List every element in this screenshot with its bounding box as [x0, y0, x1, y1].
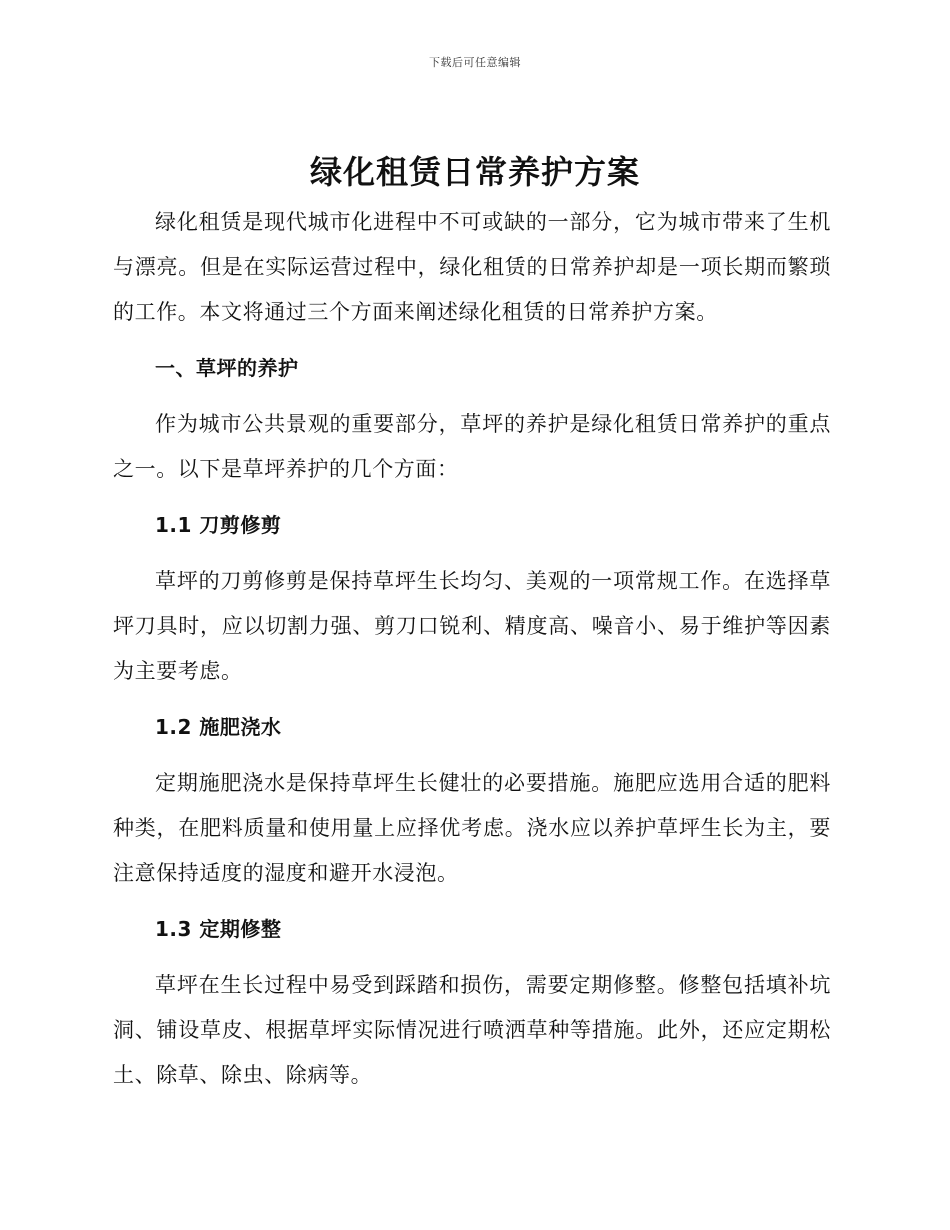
- lawn-care-paragraph: 作为城市公共景观的重要部分，草坪的养护是绿化租赁日常养护的重点之一。以下是草坪养护的几个方面：: [113, 412, 831, 481]
- subsection-heading-fertilizing: 1.2 施肥浇水: [155, 715, 282, 739]
- header-note: 下载后可任意编辑: [429, 56, 521, 69]
- intro-paragraph: 绿化租赁是现代城市化进程中不可或缺的一部分，它为城市带来了生机与漂亮。但是在实际运营过程中，绿化租赁的日常养护却是一项长期而繁琐的工作。本文将通过三个方面来阐述绿化租赁的日常养护方案。: [113, 210, 831, 324]
- document-body: [113, 200, 831, 1098]
- section-heading-lawn-care: 一、草坪的养护: [155, 356, 299, 380]
- fertilizing-paragraph: 定期施肥浇水是保持草坪生长健壮的必要措施。施肥应选用合适的肥料种类，在肥料质量和使用量上应择优考虑。浇水应以养护草坪生长为主，要注意保持适度的湿度和避开水浸泡。: [113, 771, 831, 885]
- subsection-heading-trimming: 1.3 定期修整: [155, 917, 282, 941]
- document-title: 绿化租赁日常养护方案: [309, 153, 640, 191]
- mowing-paragraph: 草坪的刀剪修剪是保持草坪生长均匀、美观的一项常规工作。在选择草坪刀具时，应以切割力强、剪刀口锐利、精度高、噪音小、易于维护等因素为主要考虑。: [113, 569, 831, 683]
- trimming-paragraph: 草坪在生长过程中易受到踩踏和损伤，需要定期修整。修整包括填补坑洞、铺设草皮、根据草坪实际情况进行喷洒草种等措施。此外，还应定期松土、除草、除虫、除病等。: [113, 973, 831, 1087]
- subsection-heading-mowing: 1.1 刀剪修剪: [155, 513, 282, 537]
